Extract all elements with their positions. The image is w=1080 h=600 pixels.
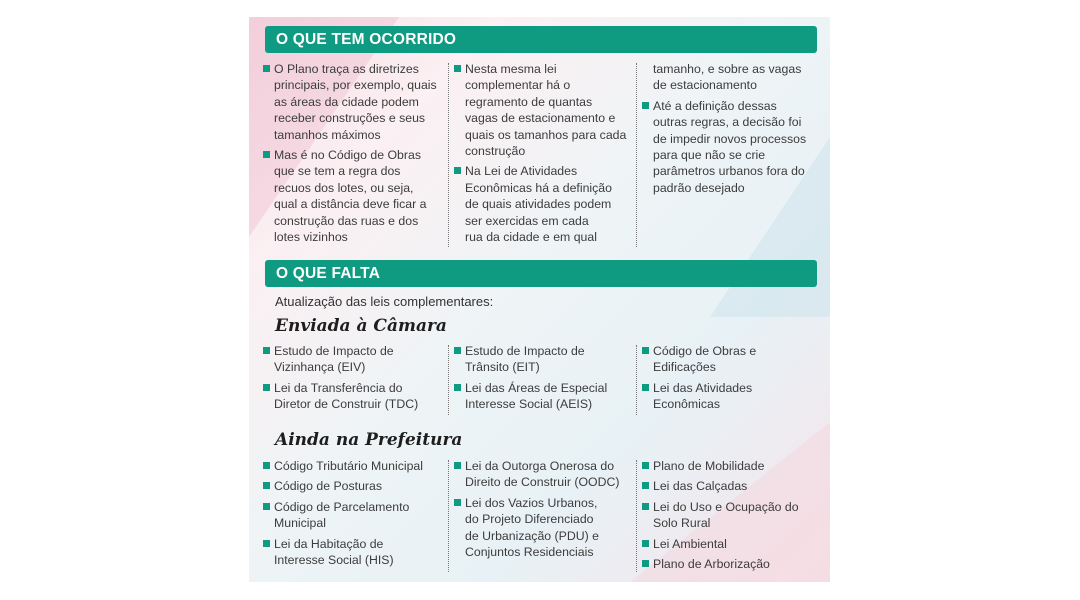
list-item-line: do Projeto Diferenciado: [465, 512, 594, 527]
list-item-line: complementar há o: [465, 78, 571, 93]
list-item-line: Conjuntos Residenciais: [465, 545, 594, 560]
prefeitura-col-1: [263, 458, 443, 572]
list-item: [642, 499, 822, 532]
list-item-line: Estudo de Impacto de: [465, 344, 585, 358]
ocorrido-col-1: [263, 61, 443, 249]
list-item-line: quais os tamanhos para cada: [465, 127, 627, 142]
prefeitura-col-3: [642, 458, 822, 576]
list-item-line: Edificações: [653, 360, 716, 375]
list-item-line: Lei do Uso e Ocupação do: [653, 499, 799, 514]
column-divider: [448, 63, 449, 247]
list-item-line: Nesta mesma lei: [465, 62, 557, 76]
list-item-line: construção: [465, 144, 526, 159]
bullet-square-icon: [263, 540, 270, 547]
list-item: [642, 380, 822, 413]
list-item-line: rua da cidade e em qual: [465, 230, 597, 245]
bullet-square-icon: [642, 384, 649, 391]
bullet-square-icon: [642, 503, 649, 510]
bullet-square-icon: [642, 462, 649, 469]
list-item-line: regramento de quantas: [465, 94, 593, 109]
section-subtitle: Atualização das leis complementares:: [275, 294, 494, 309]
section-title-ocorrido: O QUE TEM OCORRIDO: [265, 26, 817, 53]
enviada-col-2: [454, 343, 634, 417]
list-item: [263, 478, 443, 494]
list-item-line: parâmetros urbanos fora do: [653, 164, 805, 179]
list-item: [263, 536, 443, 569]
bullet-square-icon: [263, 384, 270, 391]
section-title-falta: O QUE FALTA: [265, 260, 817, 287]
enviada-col-1: [263, 343, 443, 417]
list-item-line: de quais atividades podem: [465, 197, 612, 212]
list-item-line: as áreas da cidade podem: [274, 94, 419, 109]
list-item-line: Na Lei de Atividades: [465, 164, 578, 179]
list-item-line: de impedir novos processos: [653, 131, 807, 146]
list-item-line: principais, por exemplo, quais: [274, 78, 437, 93]
list-item-line: Plano de Arborização: [653, 557, 770, 572]
list-item-line: construção das ruas e dos: [274, 213, 419, 228]
list-item-line: Solo Rural: [653, 516, 711, 531]
list-item-line: padrão desejado: [653, 180, 745, 195]
list-item: [263, 343, 443, 376]
list-item-line: Interesse Social (HIS): [274, 553, 394, 568]
list-item: [454, 343, 634, 376]
list-item-line: ser exercidas em cada: [465, 213, 589, 228]
list-item-continuation: tamanho, e sobre as vagas de estacionamento: [653, 62, 802, 93]
list-item-line: que se tem a regra dos: [274, 164, 401, 179]
list-item-line: Trânsito (EIT): [465, 360, 540, 375]
list-item-line: qual a distância deve ficar a: [274, 197, 427, 212]
heading-ainda-prefeitura: Ainda na Prefeitura: [275, 430, 463, 450]
list-item: [642, 556, 822, 572]
list-item-line: Estudo de Impacto de: [274, 344, 394, 358]
list-item-line: Lei da Outorga Onerosa do: [465, 459, 615, 473]
list-item-line: O Plano traça as diretrizes: [274, 62, 419, 76]
list-item-line: Código Tributário Municipal: [274, 459, 424, 473]
list-item-line: Plano de Mobilidade: [653, 459, 765, 473]
list-item: [642, 536, 822, 552]
list-item: [454, 163, 634, 245]
list-item-line: Lei da Habitação de: [274, 536, 384, 551]
bullet-square-icon: [642, 102, 649, 109]
list-item-line: Código de Posturas: [274, 479, 383, 494]
list-item-line: tamanhos máximos: [274, 127, 381, 142]
bullet-square-icon: [454, 462, 461, 469]
list-item-line: Lei das Calçadas: [653, 479, 748, 494]
column-divider: [636, 63, 637, 247]
list-item-line: Mas é no Código de Obras: [274, 148, 421, 163]
bullet-square-icon: [263, 65, 270, 72]
infographic-panel: [249, 17, 830, 582]
list-item-line: Lei Ambiental: [653, 536, 727, 551]
column-divider: [636, 460, 637, 572]
bullet-square-icon: [263, 503, 270, 510]
bullet-square-icon: [263, 482, 270, 489]
bullet-square-icon: [454, 384, 461, 391]
bullet-square-icon: [642, 560, 649, 567]
list-item-line: Lei das Áreas de Especial: [465, 380, 608, 395]
list-item: [642, 343, 822, 376]
list-item-line: Lei dos Vazios Urbanos,: [465, 495, 598, 510]
list-item: [454, 61, 634, 159]
list-item-line: Código de Obras e: [653, 344, 757, 358]
list-item-line: Código de Parcelamento: [274, 499, 410, 514]
list-item-line: vagas de estacionamento e: [465, 111, 616, 126]
bullet-square-icon: [263, 151, 270, 158]
bullet-square-icon: [454, 499, 461, 506]
list-item-line: Lei das Atividades: [653, 380, 753, 395]
list-item-line: outras regras, a decisão foi: [653, 115, 802, 130]
bullet-square-icon: [454, 347, 461, 354]
list-item-line: Interesse Social (AEIS): [465, 397, 593, 412]
column-divider: [448, 345, 449, 415]
list-item: [642, 98, 822, 196]
column-divider: [636, 345, 637, 415]
list-item-line: para que não se crie: [653, 148, 766, 163]
list-item-line: Direito de Construir (OODC): [465, 475, 620, 490]
list-item-line: Lei da Transferência do: [274, 380, 403, 395]
ocorrido-col-2: [454, 61, 634, 249]
bullet-square-icon: [263, 462, 270, 469]
list-item: [263, 499, 443, 532]
list-item: [454, 380, 634, 413]
list-item: [263, 61, 443, 143]
list-item-line: lotes vizinhos: [274, 230, 348, 245]
list-item-line: Até a definição dessas: [653, 98, 777, 113]
bullet-square-icon: [454, 167, 461, 174]
heading-enviada-camara: Enviada à Câmara: [275, 316, 447, 336]
list-item-line: recuos dos lotes, ou seja,: [274, 180, 414, 195]
list-item: [263, 458, 443, 474]
list-item-line: receber construções e seus: [274, 111, 426, 126]
list-item-line: Econômicas há a definição: [465, 180, 612, 195]
list-item-line: Diretor de Construir (TDC): [274, 397, 419, 412]
list-item: [642, 458, 822, 474]
list-item-line: de Urbanização (PDU) e: [465, 528, 599, 543]
column-divider: [448, 460, 449, 572]
list-item-line: Econômicas: [653, 397, 720, 412]
ocorrido-col-3: [642, 61, 822, 200]
bullet-square-icon: [642, 482, 649, 489]
enviada-col-3: [642, 343, 822, 417]
list-item: [263, 380, 443, 413]
bullet-square-icon: [454, 65, 461, 72]
list-item: [454, 458, 634, 491]
list-item-line: Municipal: [274, 516, 326, 531]
bullet-square-icon: [263, 347, 270, 354]
list-item-line: Vizinhança (EIV): [274, 360, 366, 375]
bullet-square-icon: [642, 540, 649, 547]
list-item: [454, 495, 634, 561]
bullet-square-icon: [642, 347, 649, 354]
list-item: [263, 147, 443, 245]
prefeitura-col-2: [454, 458, 634, 564]
list-item: [642, 478, 822, 494]
